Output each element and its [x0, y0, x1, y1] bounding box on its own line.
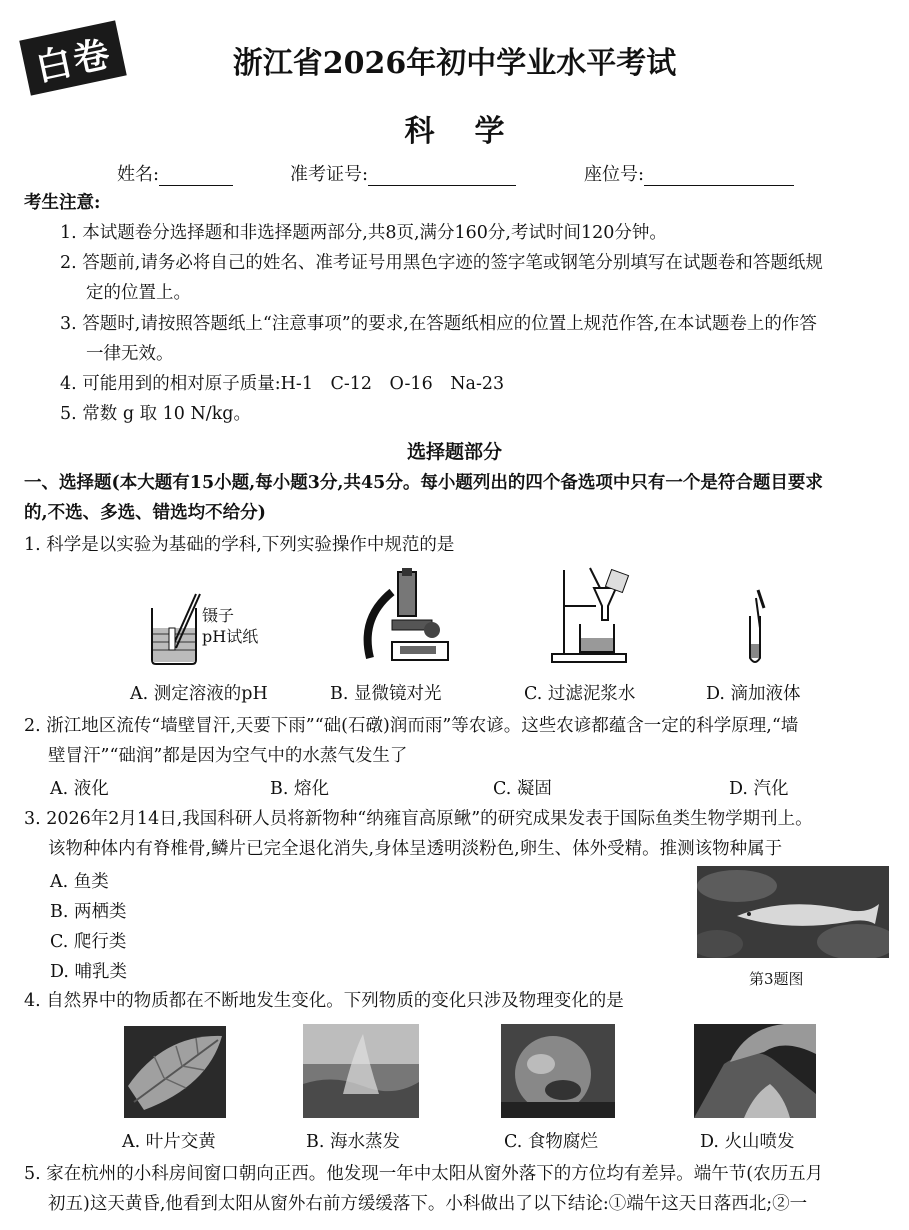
question-5-stem: 5. 家在杭州的小科房间窗口朝向正西。他发现一年中太阳从窗外落下的方位均有差异。端午节(农历五月	[24, 1164, 824, 1184]
q4-option-d[interactable]: D. 火山喷发	[700, 1132, 795, 1152]
notice-item: 定的位置上。	[86, 283, 191, 303]
question-1-stem: 1. 科学是以实验为基础的学科,下列实验操作中规范的是	[24, 535, 455, 555]
leaf-photo	[124, 1026, 226, 1118]
notice-item: 2. 答题前,请务必将自己的姓名、准考证号用黑色字迹的签字笔或钢笔分别填写在试题卷和答题纸规	[60, 253, 823, 273]
question-2-stem: 壁冒汗”“础润”都是因为空气中的水蒸气发生了	[48, 746, 408, 766]
fish-photo	[697, 866, 889, 958]
question-4-stem: 4. 自然界中的物质都在不断地发生变化。下列物质的变化只涉及物理变化的是	[24, 991, 624, 1011]
exam-number-label: 准考证号:	[290, 164, 369, 185]
q4-option-c[interactable]: C. 食物腐烂	[504, 1132, 598, 1152]
q3-option-d[interactable]: D. 哺乳类	[50, 962, 128, 982]
q2-option-c[interactable]: C. 凝固	[493, 779, 552, 799]
q3-option-c[interactable]: C. 爬行类	[50, 932, 127, 952]
notice-item: 5. 常数 g 取 10 N/kg。	[60, 404, 251, 424]
question-5-stem: 初五)这天黄昏,他看到太阳从窗外右前方缓缓落下。小科做出了以下结论:①端午这天日落西北;②一	[48, 1194, 808, 1214]
notice-heading: 考生注意:	[24, 193, 101, 213]
q1-option-a[interactable]: A. 测定溶液的pH	[130, 684, 268, 704]
microscope-figure	[352, 568, 462, 668]
seat-label: 座位号:	[584, 164, 645, 185]
part1-instructions: 一、选择题(本大题有15小题,每小题3分,共45分。每小题列出的四个备选项中只有一个是符合题目要求	[24, 473, 823, 493]
volcano-photo	[694, 1024, 816, 1118]
q3-option-a[interactable]: A. 鱼类	[50, 872, 109, 892]
exam-number-field[interactable]	[290, 160, 516, 186]
name-label: 姓名:	[117, 164, 160, 185]
fish-figure-caption: 第3题图	[749, 970, 804, 988]
name-field[interactable]	[117, 160, 233, 186]
exam-title: 浙江省2026年初中学业水平考试	[232, 46, 677, 81]
notice-item: 3. 答题时,请按照答题纸上“注意事项”的要求,在答题纸相应的位置上规范作答,在本试题卷上的作答	[60, 314, 817, 334]
subject-title: 科学	[404, 114, 545, 149]
q1-option-b[interactable]: B. 显微镜对光	[330, 684, 442, 704]
seat-field[interactable]	[584, 160, 794, 186]
sea-evaporation-photo	[303, 1024, 419, 1118]
part1-instructions: 的,不选、多选、错选均不给分)	[24, 503, 266, 523]
question-2-stem: 2. 浙江地区流传“墙壁冒汗,天要下雨”“础(石礅)润而雨”等农谚。这些农谚都蕴含一定的科学原理,“墙	[24, 716, 799, 736]
question-3-stem: 该物种体内有脊椎骨,鳞片已完全退化消失,身体呈透明淡粉色,卵生、体外受精。推测该物种属于	[48, 839, 783, 859]
paper-badge: 白卷	[19, 20, 127, 95]
q4-option-b[interactable]: B. 海水蒸发	[306, 1132, 400, 1152]
q4-option-a[interactable]: A. 叶片交黄	[122, 1132, 216, 1152]
q2-option-a[interactable]: A. 液化	[50, 779, 109, 799]
section-title: 选择题部分	[406, 441, 502, 463]
notice-item: 1. 本试题卷分选择题和非选择题两部分,共8页,满分160分,考试时间120分钟。	[60, 223, 667, 243]
ph-paper-label: pH试纸	[202, 627, 259, 646]
notice-item: 一律无效。	[86, 344, 174, 364]
notice-item: 4. 可能用到的相对原子质量:H-1 C-12 O-16 Na-23	[60, 374, 505, 394]
question-3-stem: 3. 2026年2月14日,我国科研人员将新物种“纳雍盲高原鳅”的研究成果发表于国际鱼类生物学期刊上。	[24, 809, 813, 829]
q2-option-b[interactable]: B. 熔化	[270, 779, 329, 799]
q3-option-b[interactable]: B. 两栖类	[50, 902, 127, 922]
q1-option-c[interactable]: C. 过滤泥浆水	[524, 684, 636, 704]
test-tube-figure	[738, 588, 778, 668]
rotten-food-photo	[501, 1024, 615, 1118]
tweezers-label: 镊子	[202, 606, 235, 625]
q2-option-d[interactable]: D. 汽化	[729, 779, 789, 799]
q1-option-d[interactable]: D. 滴加液体	[706, 684, 801, 704]
filtration-figure	[550, 566, 640, 666]
